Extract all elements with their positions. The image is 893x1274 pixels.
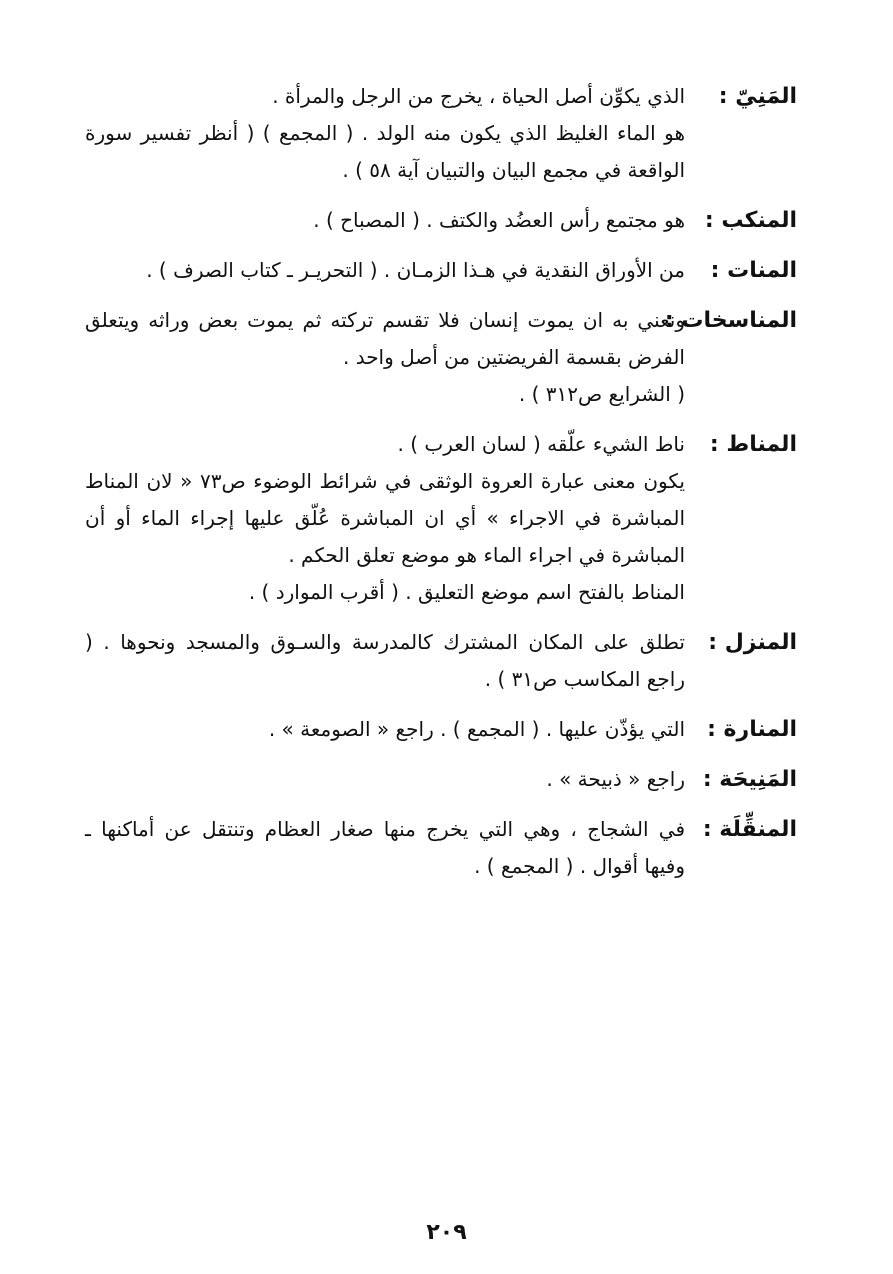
glossary-page [85, 78, 797, 898]
entry-term: المنات : [710, 258, 797, 283]
definition-line: ونعني به ان يموت إنسان فلا تقسم تركته ثم يموت بعض وراثه ويتعلق الفرض بقسمة الفريضتين من أصل واحد . [85, 308, 685, 369]
definition-line: يكون معنى عبارة العروة الوثقى في شرائط الوضوء ص٧٣ « لان المناط المباشرة في الاجراء » أي ان المباشرة عُلّق عليها إجراء الماء أو أن المباشرة في اجراء الماء هو موضع تعلق الحكم . [85, 469, 685, 567]
entry-definition [85, 302, 685, 413]
entry-term: المَنِيّ : [718, 84, 797, 109]
entry-definition [85, 202, 685, 239]
entry-almanat-2 [85, 426, 797, 611]
entry-almanara [85, 711, 797, 748]
entry-term: المناط : [709, 432, 797, 457]
definition-line: الذي يكوِّن أصل الحياة ، يخرج من الرجل والمرأة . [272, 84, 685, 108]
entry-definition [85, 252, 685, 289]
entry-term: المنكب : [704, 208, 797, 233]
page-number: ٢٠٩ [426, 1220, 467, 1245]
definition-line: هو الماء الغليظ الذي يكون منه الولد . ( المجمع ) ( أنظر تفسير سورة الواقعة في مجمع البيان والتبيان آية ٥٨ ) . [85, 121, 685, 182]
entry-almankib [85, 202, 797, 239]
entry-almunasakhat [85, 302, 797, 413]
entry-term: المنارة : [707, 717, 797, 742]
definition-line: المناط بالفتح اسم موضع التعليق . ( أقرب الموارد ) . [248, 580, 685, 604]
entry-definition [85, 426, 685, 611]
definition-line: ناط الشيء علّقه ( لسان العرب ) . [397, 432, 685, 456]
entry-almanat [85, 252, 797, 289]
entry-definition [85, 78, 685, 189]
entry-definition [85, 624, 685, 698]
entry-definition [85, 711, 685, 748]
definition-line: من الأوراق النقدية في هـذا الزمـان . ( التحريـر ـ كتاب الصرف ) . [146, 258, 685, 282]
entry-term: المنقِّلَة : [702, 817, 797, 842]
entry-almani [85, 78, 797, 189]
entry-term: المناسخات : [664, 308, 797, 333]
entry-almaniha [85, 761, 797, 798]
entry-almanzil [85, 624, 797, 698]
entry-definition [85, 811, 685, 885]
entry-definition [85, 761, 685, 798]
entry-almunaqqila [85, 811, 797, 885]
definition-line: في الشجاج ، وهي التي يخرج منها صغار العظام وتنتقل عن أماكنها ـ وفيها أقوال . ( المجمع ) . [85, 817, 685, 878]
definition-line: تطلق على المكان المشترك كالمدرسة والسـوق والمسجد ونحوها . ( راجع المكاسب ص٣١ ) . [85, 630, 685, 691]
entry-term: المَنِيحَة : [702, 767, 797, 792]
definition-line: راجع « ذبيحة » . [546, 767, 685, 791]
definition-line: ( الشرايع ص٣١٢ ) . [518, 382, 685, 406]
entry-term: المنزل : [708, 630, 797, 655]
definition-line: هو مجتمع رأس العضُد والكتف . ( المصباح ) . [313, 208, 685, 232]
definition-line: التي يؤذّن عليها . ( المجمع ) . راجع « الصومعة » . [268, 717, 685, 741]
